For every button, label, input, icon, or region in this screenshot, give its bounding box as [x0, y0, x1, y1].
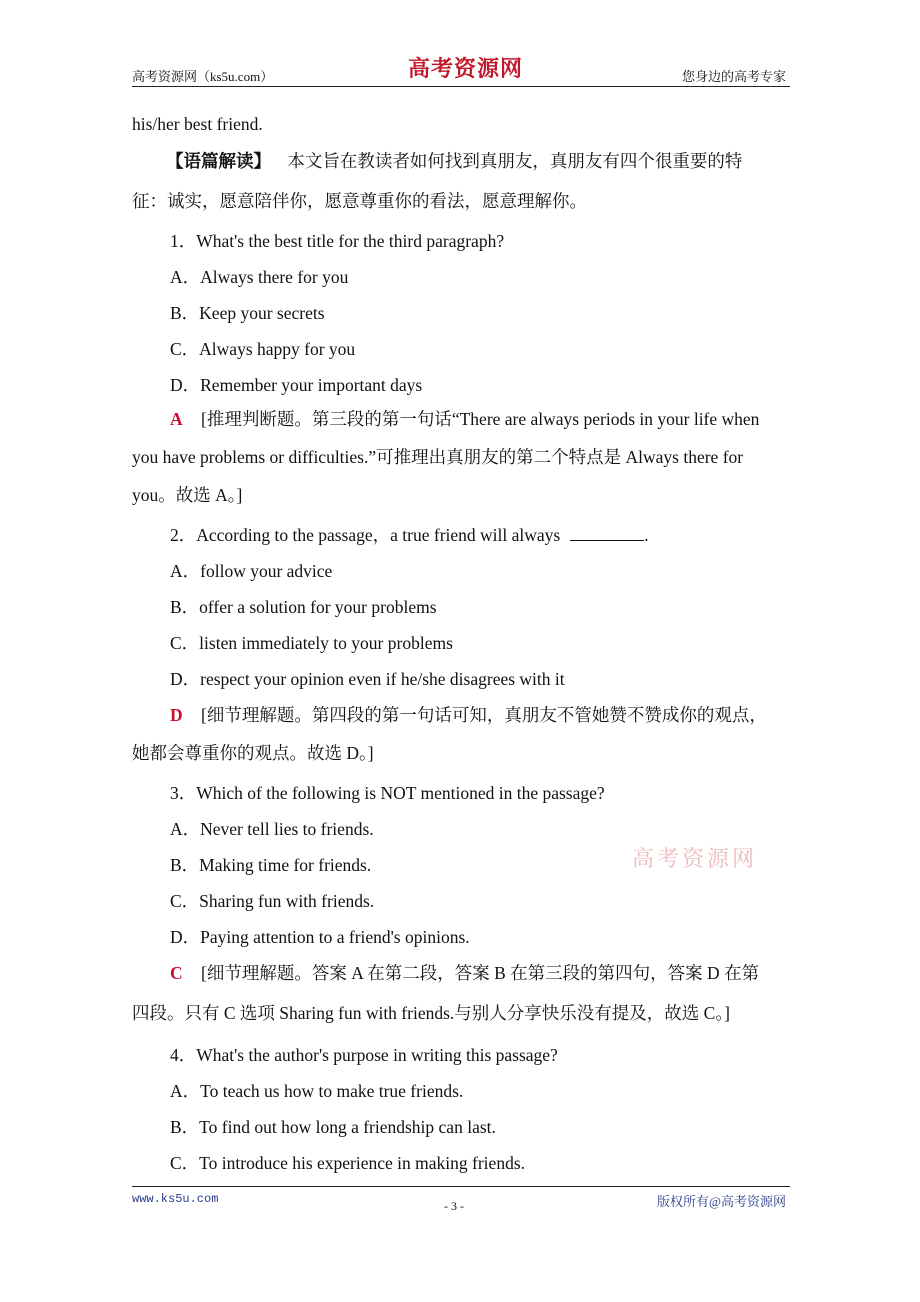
option: C．listen immediately to your problems [170, 633, 453, 653]
explanation-text: 她都会尊重你的观点。故选 D。] [132, 743, 374, 763]
option: A．follow your advice [170, 561, 333, 581]
option: B．offer a solution for your problems [170, 597, 437, 617]
option: D．Remember your important days [170, 375, 423, 395]
answer-letter: C [170, 963, 183, 983]
question-stem: 3．Which of the following is NOT mentioned in the passage? [170, 783, 605, 803]
question-stem-text: 2．According to the passage，a true friend will always [170, 525, 561, 545]
option: B．Keep your secrets [170, 303, 325, 323]
question-stem [170, 522, 649, 547]
header-site-name: 高考资源网（ks5u.com） [132, 69, 274, 84]
analysis-text-cont: 征：诚实，愿意陪伴你，愿意尊重你的看法，愿意理解你。 [132, 191, 587, 211]
explanation-text: you have problems or difficulties.”可推理出真朋友的第二个特点是 Always there for [132, 447, 744, 467]
answer-explanation [170, 960, 759, 985]
option: A．To teach us how to make true friends. [170, 1081, 464, 1101]
option: C．Always happy for you [170, 339, 356, 359]
explanation-text: you。故选 A。] [132, 485, 243, 505]
footer-url[interactable]: www.ks5u.com [132, 1192, 219, 1206]
option: C．Sharing fun with friends. [170, 891, 375, 911]
page-header [132, 50, 790, 87]
answer-explanation [170, 406, 759, 431]
answer-letter: D [170, 705, 183, 725]
analysis-paragraph [166, 148, 742, 173]
option: D．respect your opinion even if he/she disagrees with it [170, 669, 565, 689]
option: C．To introduce his experience in making friends. [170, 1153, 525, 1173]
answer-letter: A [170, 409, 183, 429]
explanation-text: [细节理解题。答案 A 在第二段，答案 B 在第三段的第四句，答案 D 在第 [201, 963, 760, 983]
question-stem: 4．What's the author's purpose in writing this passage? [170, 1045, 558, 1065]
option: A．Never tell lies to friends. [170, 819, 374, 839]
explanation-text: [推理判断题。第三段的第一句话“There are always periods in your life when [201, 409, 760, 429]
analysis-label: 【语篇解读】 [166, 151, 271, 171]
option: A．Always there for you [170, 267, 349, 287]
page-number: - 3 - [444, 1199, 464, 1213]
answer-blank [570, 526, 644, 541]
explanation-text: 四段。只有 C 选项 Sharing fun with friends.与别人分享快乐没有提及，故选 C。] [132, 1003, 730, 1023]
option: B．To find out how long a friendship can last. [170, 1117, 496, 1137]
question-stem-end: . [644, 525, 649, 545]
question-stem: 1．What's the best title for the third paragraph? [170, 231, 505, 251]
explanation-text: [细节理解题。第四段的第一句话可知，真朋友不管她赞不赞成你的观点， [201, 705, 767, 725]
watermark: 高考资源网 [632, 847, 758, 872]
footer-copyright: 版权所有@高考资源网 [657, 1194, 786, 1209]
option: B．Making time for friends. [170, 855, 372, 875]
option: D．Paying attention to a friend's opinions. [170, 927, 470, 947]
analysis-text: 本文旨在教读者如何找到真朋友，真朋友有四个很重要的特 [287, 151, 743, 171]
answer-explanation [170, 702, 767, 727]
page-footer [132, 1186, 790, 1213]
header-logo: 高考资源网 [408, 56, 524, 82]
intro-line: his/her best friend. [132, 114, 263, 134]
header-slogan: 您身边的高考专家 [681, 69, 786, 84]
